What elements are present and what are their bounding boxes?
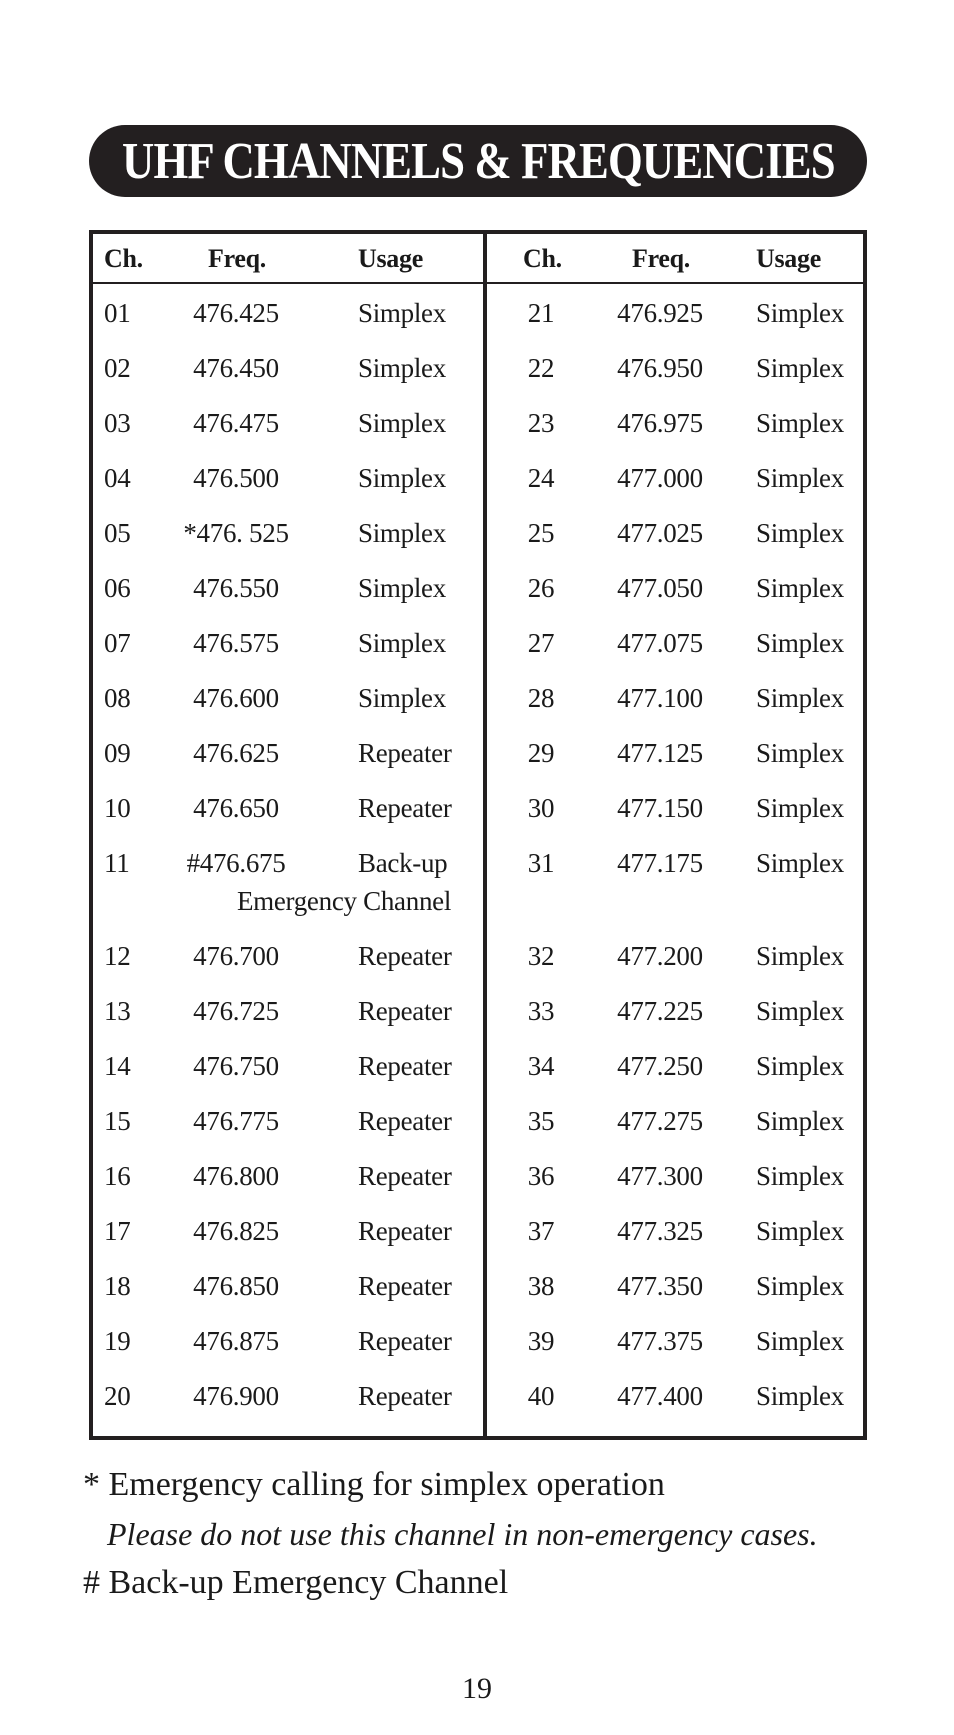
column-divider [483, 230, 487, 1440]
usage-extra: Emergency Channel [236, 886, 452, 916]
header-rule-right [487, 282, 863, 284]
usage: Simplex [756, 573, 844, 603]
usage: Simplex [358, 573, 446, 603]
usage: Simplex [756, 1106, 844, 1136]
frequency: 476.925 [617, 298, 703, 328]
channel-number: 28 [527, 683, 555, 713]
channel-number: 06 [104, 573, 131, 603]
channel-number: 25 [527, 518, 555, 548]
usage: Simplex [756, 518, 844, 548]
channel-number: 37 [527, 1216, 555, 1246]
header-freq-right: Freq. [632, 244, 690, 273]
usage: Repeater [358, 1161, 452, 1191]
channel-number: 26 [527, 573, 555, 603]
channel-number: 09 [104, 738, 131, 768]
usage: Simplex [756, 408, 844, 438]
usage: Repeater [358, 1106, 452, 1136]
usage: Simplex [756, 793, 844, 823]
frequency: 476.950 [617, 353, 703, 383]
channel-number: 16 [104, 1161, 131, 1191]
channel-number: 24 [527, 463, 555, 493]
header-ch-right: Ch. [523, 244, 562, 273]
channel-number: 01 [104, 298, 131, 328]
frequency: 477.000 [617, 463, 703, 493]
usage: Simplex [756, 1216, 844, 1246]
channel-number: 30 [527, 793, 555, 823]
channel-number: 32 [527, 941, 555, 971]
usage: Simplex [756, 1381, 844, 1411]
channel-number: 05 [104, 518, 131, 548]
header-ch-left: Ch. [104, 244, 143, 273]
channel-number: 18 [104, 1271, 131, 1301]
usage: Simplex [756, 683, 844, 713]
frequency: 477.300 [617, 1161, 703, 1191]
frequency: 477.400 [617, 1381, 703, 1411]
usage: Simplex [756, 1051, 844, 1081]
channel-number: 17 [104, 1216, 131, 1246]
channel-number: 14 [104, 1051, 131, 1081]
usage: Repeater [358, 996, 452, 1026]
frequency: 477.275 [617, 1106, 703, 1136]
channel-number: 34 [527, 1051, 555, 1081]
channel-number: 12 [104, 941, 131, 971]
page-number: 19 [462, 1672, 492, 1705]
frequency: 476.850 [193, 1271, 279, 1301]
usage: Simplex [756, 1326, 844, 1356]
channel-number: 31 [527, 848, 555, 878]
frequency: 477.250 [617, 1051, 703, 1081]
usage: Repeater [358, 1381, 452, 1411]
channel-number: 21 [527, 298, 555, 328]
usage: Simplex [358, 408, 446, 438]
usage: Simplex [756, 298, 844, 328]
usage: Simplex [358, 463, 446, 493]
frequency: 477.125 [617, 738, 703, 768]
usage: Simplex [756, 941, 844, 971]
header-usage-left: Usage [358, 244, 423, 273]
frequency: 477.025 [617, 518, 703, 548]
frequency: 477.050 [617, 573, 703, 603]
frequency: 476.875 [193, 1326, 279, 1356]
channel-number: 35 [527, 1106, 555, 1136]
usage: Simplex [756, 848, 844, 878]
frequency: 476.825 [193, 1216, 279, 1246]
frequency: 477.150 [617, 793, 703, 823]
channel-number: 02 [104, 353, 131, 383]
header-rule-left [93, 282, 483, 284]
note-asterisk-detail: Please do not use this channel in non-emergency cases. [107, 1516, 818, 1552]
title-banner [89, 125, 867, 197]
usage: Simplex [756, 628, 844, 658]
frequency: 477.100 [617, 683, 703, 713]
frequency: 476.550 [193, 573, 279, 603]
channel-number: 08 [104, 683, 131, 713]
usage: Repeater [358, 1051, 452, 1081]
usage: Repeater [358, 1271, 452, 1301]
frequency: 476.750 [193, 1051, 279, 1081]
usage: Simplex [756, 353, 844, 383]
page-title: UHF CHANNELS & FREQUENCIES [121, 132, 835, 190]
frequency: 477.200 [617, 941, 703, 971]
usage: Repeater [358, 1216, 452, 1246]
usage: Simplex [358, 353, 446, 383]
frequency: 476.700 [193, 941, 279, 971]
usage: Simplex [358, 298, 446, 328]
channel-number: 39 [527, 1326, 555, 1356]
header-usage-right: Usage [756, 244, 821, 273]
frequency: 477.325 [617, 1216, 703, 1246]
note-hash: # Back-up Emergency Channel [83, 1564, 509, 1601]
usage: Repeater [358, 738, 452, 768]
channel-number: 40 [527, 1381, 555, 1411]
channel-number: 29 [527, 738, 555, 768]
frequency: 477.175 [617, 848, 703, 878]
usage: Simplex [756, 996, 844, 1026]
frequency: 476.725 [193, 996, 279, 1026]
channel-number: 15 [104, 1106, 131, 1136]
frequency: 476.575 [193, 628, 279, 658]
frequency: #476.675 [186, 848, 286, 878]
channel-number: 22 [527, 353, 555, 383]
usage: Simplex [756, 738, 844, 768]
frequency: 477.225 [617, 996, 703, 1026]
channel-number: 27 [527, 628, 555, 658]
usage: Simplex [358, 518, 446, 548]
frequency: 476.425 [193, 298, 279, 328]
channel-number: 10 [104, 793, 131, 823]
channel-number: 33 [527, 996, 555, 1026]
usage: Simplex [756, 1161, 844, 1191]
usage: Simplex [756, 1271, 844, 1301]
usage: Repeater [358, 1326, 452, 1356]
frequency: 476.975 [617, 408, 703, 438]
frequency: 477.350 [617, 1271, 703, 1301]
channel-number: 03 [104, 408, 131, 438]
usage: Simplex [756, 463, 844, 493]
frequency: 476.500 [193, 463, 279, 493]
frequency: 476.650 [193, 793, 279, 823]
usage: Repeater [358, 793, 452, 823]
frequency: *476. 525 [183, 518, 289, 548]
note-asterisk: * Emergency calling for simplex operation [83, 1466, 665, 1503]
frequency: 477.075 [617, 628, 703, 658]
usage: Simplex [358, 628, 446, 658]
frequency: 476.800 [193, 1161, 279, 1191]
header-freq-left: Freq. [208, 244, 266, 273]
usage: Back-up [358, 848, 448, 878]
frequency: 476.900 [193, 1381, 279, 1411]
frequency: 477.375 [617, 1326, 703, 1356]
usage: Repeater [358, 941, 452, 971]
channel-number: 19 [104, 1326, 131, 1356]
channel-number: 04 [104, 463, 131, 493]
channel-number: 36 [527, 1161, 555, 1191]
usage: Simplex [358, 683, 446, 713]
frequency: 476.600 [193, 683, 279, 713]
channel-number: 11 [104, 848, 130, 878]
channel-number: 07 [104, 628, 131, 658]
channel-number: 13 [104, 996, 131, 1026]
frequency: 476.775 [193, 1106, 279, 1136]
channel-number: 20 [104, 1381, 131, 1411]
frequency: 476.475 [193, 408, 279, 438]
frequency: 476.625 [193, 738, 279, 768]
frequency: 476.450 [193, 353, 279, 383]
channel-number: 38 [527, 1271, 555, 1301]
channel-number: 23 [527, 408, 555, 438]
